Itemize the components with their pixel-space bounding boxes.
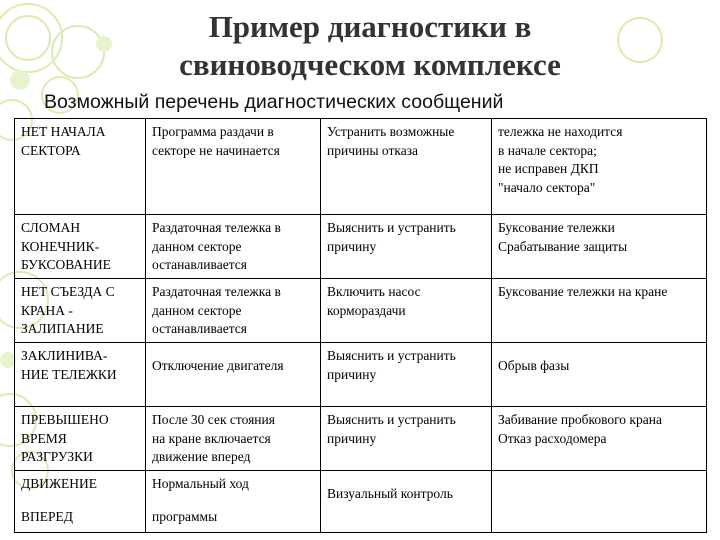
- causes-cell: [492, 471, 707, 533]
- description-cell: Нормальный ход программы: [146, 471, 321, 533]
- table-row: [15, 215, 707, 279]
- message-cell: ДВИЖЕНИЕ ВПЕРЕД: [15, 471, 146, 533]
- slide-title: [60, 8, 680, 84]
- title-line-1: Пример диагностики в: [208, 9, 532, 44]
- description-cell: Раздаточная тележка в данном секторе останавливается: [146, 215, 321, 279]
- action-cell: Включить насос кормораздачи: [321, 279, 492, 343]
- description-cell: Программа раздачи в секторе не начинается: [146, 119, 321, 215]
- action-cell: Визуальный контроль: [321, 471, 492, 533]
- table-row: [15, 279, 707, 343]
- causes-cell: Обрыв фазы: [492, 343, 707, 407]
- table-row: [15, 471, 707, 533]
- title-line-2: свиноводческом комплексе: [179, 47, 561, 82]
- description-cell: Раздаточная тележка в данном секторе останавливается: [146, 279, 321, 343]
- diagnostics-table: [14, 118, 707, 533]
- message-cell: ПРЕВЫШЕНО ВРЕМЯ РАЗГРУЗКИ: [15, 407, 146, 471]
- slide-subtitle: Возможный перечень диагностических сообщений: [44, 91, 504, 113]
- message-cell: НЕТ НАЧАЛА СЕКТОРА: [15, 119, 146, 215]
- action-cell: Выяснить и устранить причину: [321, 407, 492, 471]
- causes-cell: Буксование тележки Срабатывание защиты: [492, 215, 707, 279]
- causes-cell: Буксование тележки на кране: [492, 279, 707, 343]
- action-cell: Выяснить и устранить причину: [321, 215, 492, 279]
- message-cell: СЛОМАН КОНЕЧНИК- БУКСОВАНИЕ: [15, 215, 146, 279]
- message-cell: ЗАКЛИНИВА- НИЕ ТЕЛЕЖКИ: [15, 343, 146, 407]
- action-cell: Выяснить и устранить причину: [321, 343, 492, 407]
- table-row: [15, 343, 707, 407]
- causes-cell: Забивание пробкового крана Отказ расходомера: [492, 407, 707, 471]
- description-cell: После 30 сек стояния на кране включается движение вперед: [146, 407, 321, 471]
- message-cell: НЕТ СЪЕЗДА С КРАНА - ЗАЛИПАНИЕ: [15, 279, 146, 343]
- description-cell: Отключение двигателя: [146, 343, 321, 407]
- causes-cell: тележка не находится в начале сектора; не исправен ДКП "начало сектора": [492, 119, 707, 215]
- table-row: [15, 407, 707, 471]
- action-cell: Устранить возможные причины отказа: [321, 119, 492, 215]
- table-row: [15, 119, 707, 215]
